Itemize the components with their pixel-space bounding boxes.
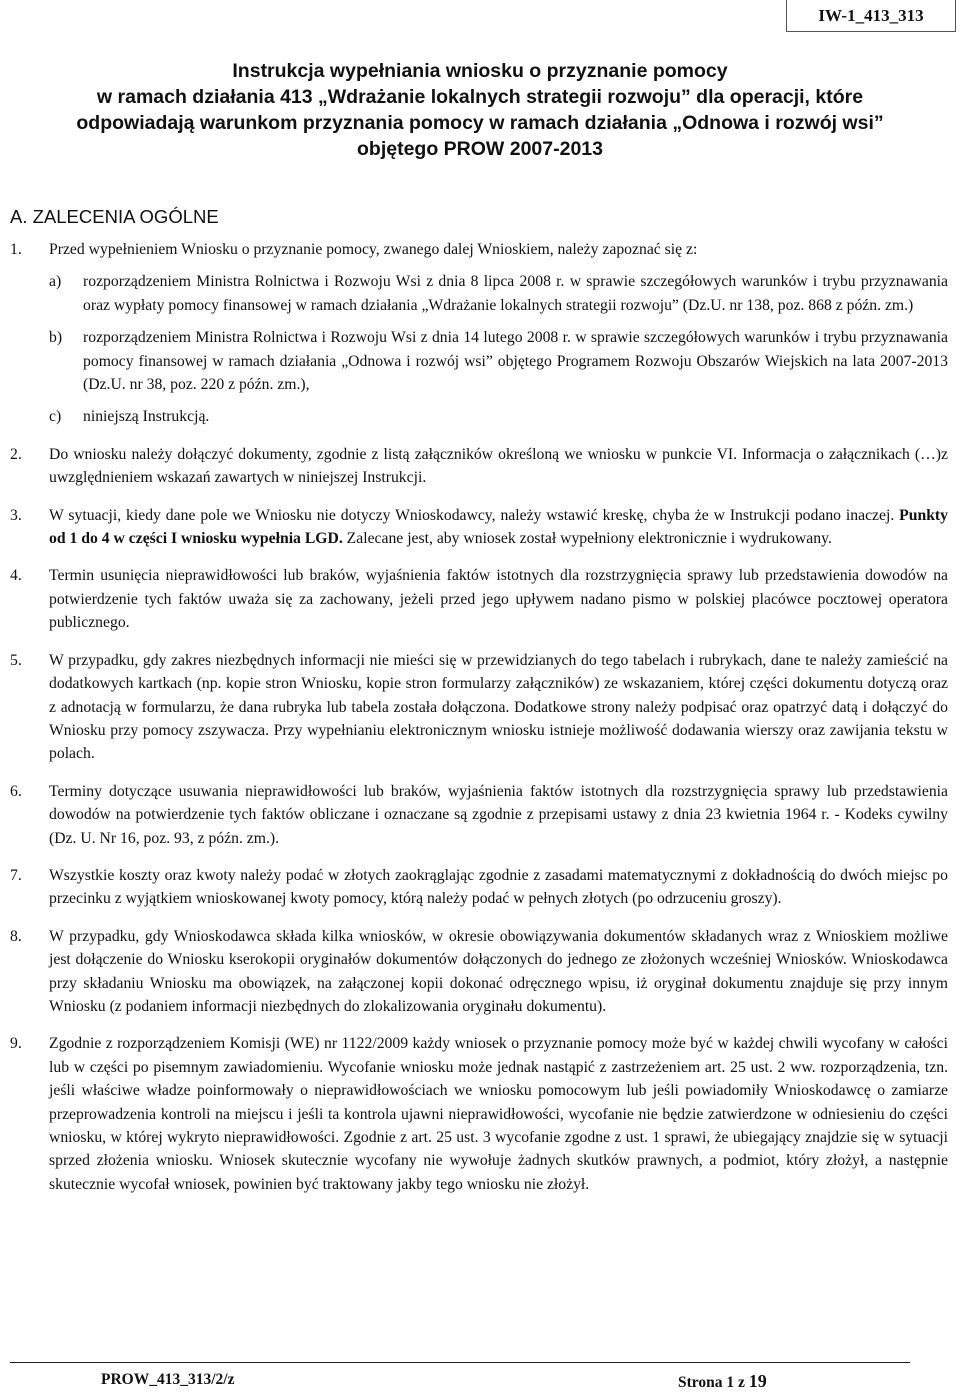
list-item-5: [10, 649, 948, 766]
title-line-3: odpowiadają warunkom przyznania pomocy w ramach działania „Odnowa i rozwój wsi”: [76, 112, 884, 134]
document-title: [0, 58, 960, 162]
document-code-box: IW-1_413_313: [786, 0, 956, 32]
title-line-4: objętego PROW 2007-2013: [357, 138, 603, 160]
item-text: Termin usunięcia nieprawidłowości lub braków, wyjaśnienia faktów istotnych dla rozstrzygnięcia sprawy lub przedstawienia dowodów na potwierdzenie tych faktów uważa się za zachowany, jeżeli przed jego upływem nadano pismo w polskiej placówce pocztowej operatora publicznego.: [49, 567, 948, 632]
title-line-2: w ramach działania 413 „Wdrażanie lokalnych strategii rozwoju” dla operacji, które: [96, 86, 864, 108]
section-title: A. ZALECENIA OGÓLNE: [10, 206, 219, 227]
item-number: 8.: [10, 927, 22, 945]
sub-item-b: [49, 326, 948, 396]
item-text: [49, 504, 948, 551]
footer-divider: [10, 1362, 910, 1363]
item-number: 1.: [10, 241, 22, 258]
item-number: 3.: [10, 506, 22, 524]
item-text: Wszystkie koszty oraz kwoty należy podać w złotych zaokrąglając zgodnie z zasadami matematycznymi z dokładnością do dwóch miejsc po przecinku z wyjątkiem wnioskowanej kwoty pomocy, którą należy podać w pełnych złotych (po odrzuceniu groszy).: [49, 866, 948, 908]
list-item-1: [10, 238, 948, 261]
list-item-6: [10, 780, 948, 850]
item-number: 5.: [10, 651, 22, 669]
item-text: Terminy dotyczące usuwania nieprawidłowości lub braków, wyjaśnienia faktów istotnych dla rozstrzygnięcia sprawy lub przedstawienia dowodów na potwierdzenie tych faktów obliczane i oznaczane są zgodnie z przepisami ustawy z dnia 23 kwietnia 1964 r. - Kodeks cywilny (Dz. U. Nr 16, poz. 93, z późn. zm.).: [49, 782, 948, 847]
sub-item-label: a): [49, 273, 62, 291]
item-number: 9.: [10, 1035, 22, 1053]
list-item-7: [10, 864, 948, 911]
page-current: 1: [726, 1374, 735, 1391]
item-number: 4.: [10, 567, 22, 585]
instructions-list: [10, 238, 948, 1196]
list-item-2: [10, 443, 948, 490]
list-item-1-subitems: [10, 270, 948, 428]
page-total: 19: [748, 1371, 767, 1391]
list-item-8: [10, 925, 948, 1019]
sub-item-text: rozporządzeniem Ministra Rolnictwa i Rozwoju Wsi z dnia 14 lutego 2008 r. w sprawie szczegółowych warunków i trybu przyznawania pomocy finansowej w ramach działania „Odnowa i rozwój wsi” objętego Programem Rozwoju Obszarów Wiejskich na lata 2007-2013 (Dz.U. nr 38, poz. 220 z późn. zm.),: [83, 329, 948, 394]
sub-item-label: b): [49, 329, 63, 347]
sub-item-label: c): [49, 408, 62, 426]
item-text-part: Zalecane jest, aby wniosek został wypełniony elektronicznie i wydrukowany.: [342, 530, 832, 548]
list-item-4: [10, 564, 948, 634]
sub-item-text: niniejszą Instrukcją.: [83, 408, 210, 426]
item-text: Zgodnie z rozporządzeniem Komisji (WE) nr 1122/2009 każdy wniosek o przyznanie pomocy może być w każdej chwili wycofany w całości lub w części po pisemnym zawiadomieniu. Wycofanie wniosku może jednak nastąpić z zastrzeżeniem art. 25 ust. 2 ww. rozporządzenia, tzn. jeśli właściwe władze poinformowały o nieprawidłowościach we wniosku pomocowym lub jeśli powiadomiły Wnioskodawcę o zamiarze przeprowadzenia kontroli na miejscu i jeśli ta kontrola ujawni nieprawidłowości, wycofanie nie będzie zatwierdzone w odniesieniu do części wniosku, w której wykryto nieprawidłowości. Zgodnie z art. 25 ust. 3 wycofanie zgodne z ust. 1 sprawi, że ubiegający znajdzie się w sytuacji sprzed złożenia wniosku. Wniosek skutecznie wycofany nie wywołuje żadnych skutków prawnych, a podmiot, który złożył, a następnie skutecznie wycofał wniosek, powinien być traktowany jakby tego wniosku nie złożył.: [49, 1035, 948, 1193]
item-text: W przypadku, gdy Wnioskodawca składa kilka wniosków, w okresie obowiązywania dokumentów składanych wraz z Wnioskiem możliwe jest dołączenie do Wniosku kserokopii oryginałów dokumentów dołączonych do jednego ze złożonych wcześniej Wniosków. Wnioskodawca przy składaniu Wniosku ma obowiązek, na załączonej kopii dokonać odręcznego wpisu, iż oryginał dokumentu znajduje się przy innym Wniosku (z podaniem informacji niezbędnych do zlokalizowania oryginału dokumentu).: [49, 927, 948, 1015]
list-item-9: [10, 1032, 948, 1196]
item-number: 6.: [10, 782, 22, 800]
title-line-1: Instrukcja wypełniania wniosku o przyznanie pomocy: [232, 60, 728, 82]
list-item-3: [10, 504, 948, 551]
page-word: Strona: [678, 1374, 723, 1391]
item-text: Przed wypełnieniem Wniosku o przyznanie pomocy, zwanego dalej Wnioskiem, należy zapoznać się z:: [49, 241, 698, 258]
item-text: W przypadku, gdy zakres niezbędnych informacji nie mieści się w przewidzianych do tego tabelach i rubrykach, dane te należy zamieścić na dodatkowych kartkach (np. kopie stron Wniosku, kopie stron formularzy załączników) ze wskazaniem, której części dokumentu dotyczą oraz z adnotacją w formularzu, że dana rubryka lub tabela została dołączona. Dodatkowe strony należy podpisać oraz opatrzyć datą i dołączyć do Wniosku przy pomocy zszywacza. Przy wypełnianiu elektronicznym wniosku istnieje możliwość dodawania wierszy oraz zawijania tekstu w polach.: [49, 651, 948, 763]
sub-item-a: [49, 270, 948, 317]
item-text: Do wniosku należy dołączyć dokumenty, zgodnie z listą załączników określoną we wniosku w punkcie VI. Informacja o załącznikach (…)z uwzględnieniem wskazań zawartych w niniejszej Instrukcji.: [49, 445, 948, 487]
page-separator: z: [738, 1374, 745, 1391]
page-number: [678, 1371, 767, 1392]
footer-form-code: PROW_413_313/2/z: [101, 1371, 235, 1388]
sub-item-c: [49, 405, 948, 428]
item-number: 2.: [10, 445, 22, 463]
item-number: 7.: [10, 866, 22, 884]
item-text-part: W sytuacji, kiedy dane pole we Wniosku nie dotyczy Wnioskodawcy, należy wstawić kreskę, chyba że w Instrukcji podano inaczej.: [49, 506, 900, 524]
item-text-bold: Punkty od 1 do 4 w części I wniosku wypełnia LGD.: [49, 506, 948, 548]
sub-item-text: rozporządzeniem Ministra Rolnictwa i Rozwoju Wsi z dnia 8 lipca 2008 r. w sprawie szczegółowych warunków i trybu przyznawania oraz wypłaty pomocy finansowej w ramach działania „Wdrażanie lokalnych strategii rozwoju” (Dz.U. nr 138, poz. 868 z późn. zm.): [83, 273, 948, 314]
